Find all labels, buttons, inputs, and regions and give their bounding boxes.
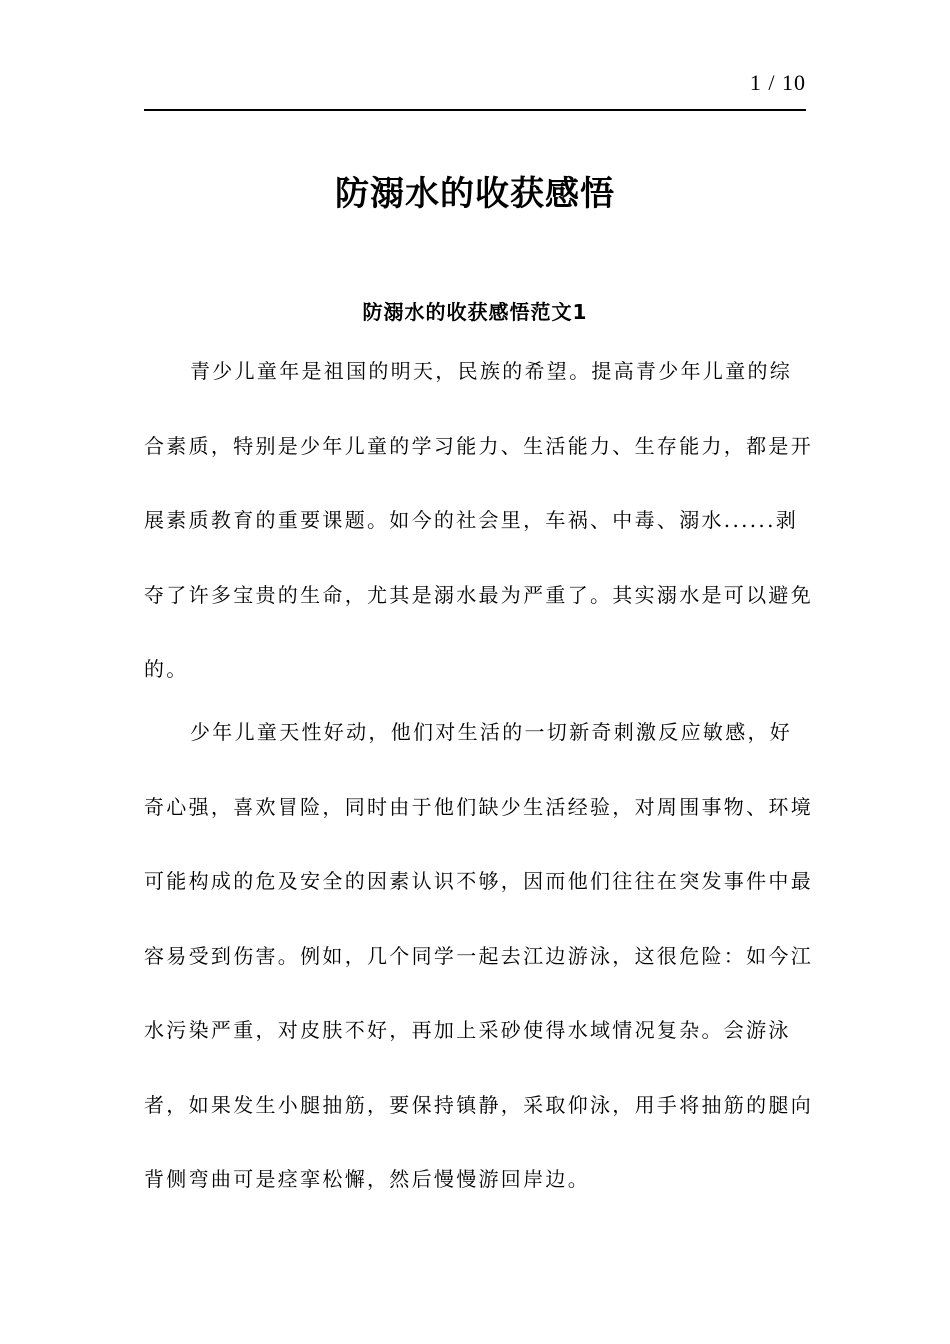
body-paragraph: 青少儿童年是祖国的明天，民族的希望。提高青少年儿童的综合素质，特别是少年儿童的学习能力、生活能力、生存能力，都是开展素质教育的重要课题。如今的社会里，车祸、中毒、溺水......剥夺了许多宝贵的生命，尤其是溺水最为严重了。其实溺水是可以避免的。 — [144, 359, 813, 681]
page-number: 1 / 10 — [749, 70, 806, 95]
document-title: 防溺水的收获感悟 — [335, 174, 615, 214]
body-paragraph: 少年儿童天性好动，他们对生活的一切新奇刺激反应敏感，好奇心强，喜欢冒险，同时由于他们缺少生活经验，对周围事物、环境可能构成的危及安全的因素认识不够，因而他们往往在突发事件中最容易受到伤害。例如，几个同学一起去江边游泳，这很危险：如今江水污染严重，对皮肤不好，再加上采砂使得水域情况复杂。会游泳者，如果发生小腿抽筋，要保持镇静，采取仰泳，用手将抽筋的腿向背侧弯曲可是痉挛松懈，然后慢慢游回岸边。 — [144, 720, 813, 1191]
header-divider — [144, 109, 806, 111]
section-title: 防溺水的收获感悟范文1 — [362, 300, 588, 324]
